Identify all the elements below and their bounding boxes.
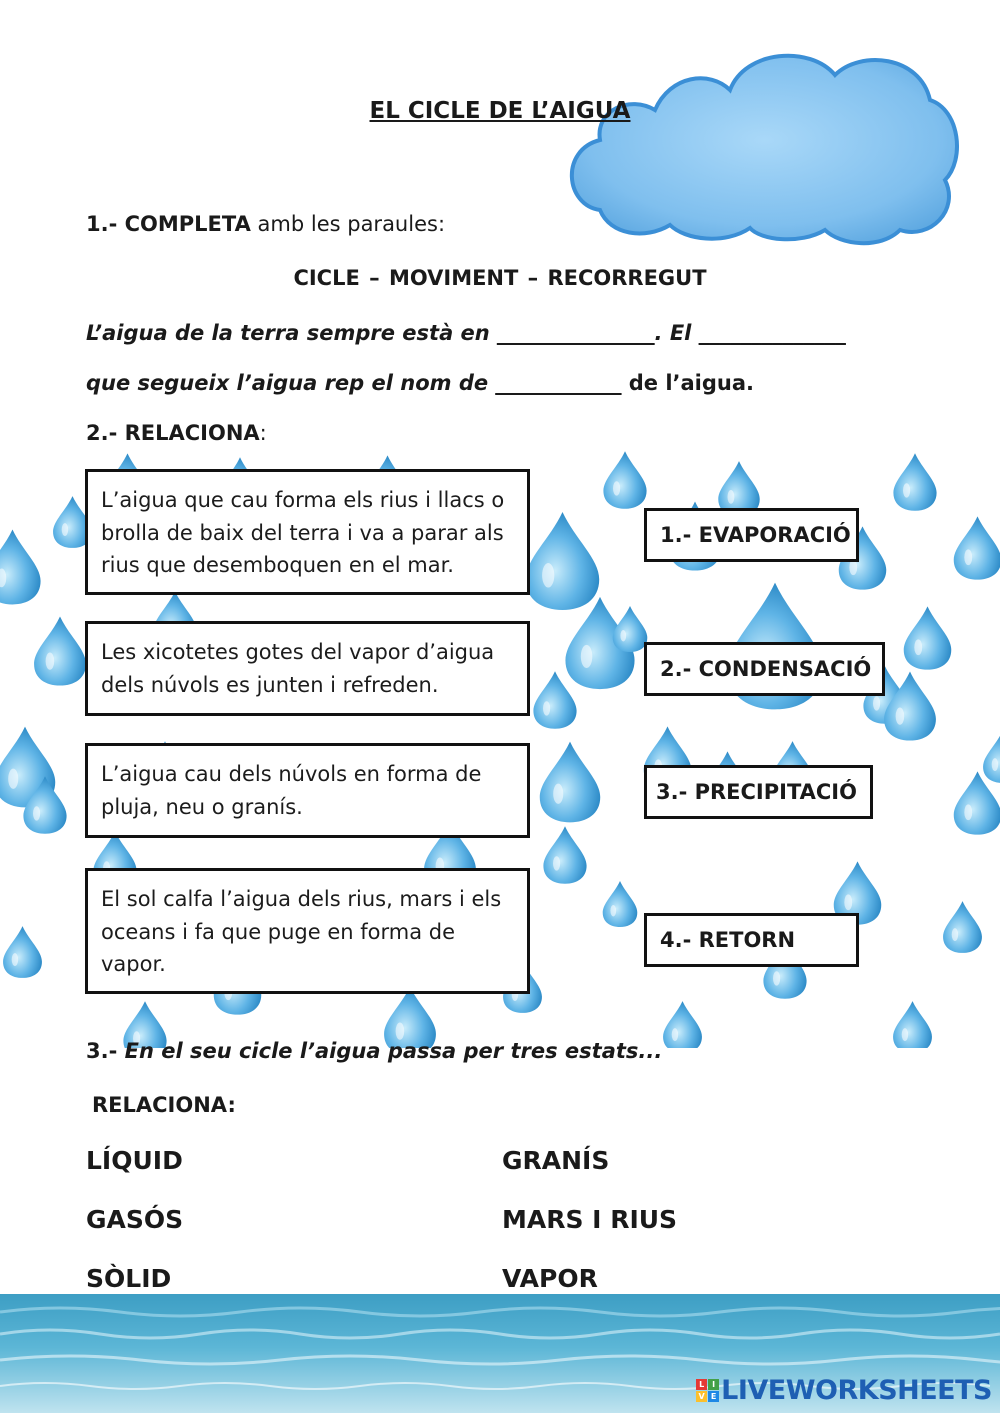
- cloud-icon: [560, 40, 965, 250]
- exercise-3-heading: [86, 1039, 662, 1063]
- word-bank: CICLE – MOVIMENT – RECORREGUT: [293, 266, 707, 290]
- exercise-1-heading: [86, 212, 445, 236]
- watermark-text: LIVEWORKSHEETS: [721, 1375, 992, 1406]
- exercise-2-heading: [86, 421, 267, 445]
- label-condensacio[interactable]: 2.- CONDENSACIÓ: [644, 642, 885, 696]
- water-drop-icon: [0, 528, 45, 606]
- water-drop-icon: [535, 740, 605, 824]
- label-retorn[interactable]: 4.- RETORN: [644, 913, 859, 967]
- label-evaporacio[interactable]: 1.- EVAPORACIÓ: [644, 508, 859, 562]
- exercise-1-number: 1.-: [86, 212, 125, 236]
- description-box-4[interactable]: El sol calfa l’aigua dels rius, mars i els oceans i fa que puge en forma de vapor.: [85, 868, 530, 994]
- example-seas-rivers[interactable]: MARS I RIUS: [502, 1205, 678, 1234]
- description-box-3[interactable]: L’aigua cau dels núvols en forma de pluja, neu o granís.: [85, 743, 530, 838]
- state-gas[interactable]: GASÓS: [86, 1205, 184, 1234]
- water-drop-icon: [890, 452, 940, 512]
- water-drop-icon: [20, 775, 70, 835]
- fill-sentence-line-2-italic: que segueix l’aigua rep el nom de ____________: [86, 371, 622, 395]
- label-precipitacio[interactable]: 3.- PRECIPITACIÓ: [644, 765, 873, 819]
- example-hail[interactable]: GRANÍS: [502, 1146, 610, 1175]
- water-drop-icon: [950, 515, 1000, 581]
- fill-sentence-line-2: [86, 371, 754, 395]
- water-drop-icon: [30, 615, 90, 687]
- water-drop-icon: [540, 825, 590, 885]
- logo-letter-v: V: [696, 1391, 707, 1402]
- liveworksheets-logo-icon: [696, 1379, 719, 1402]
- exercise-3-text: En el seu cicle l’aigua passa per tres estats...: [124, 1039, 663, 1063]
- water-drop-icon: [660, 1000, 705, 1048]
- logo-letter-i: I: [708, 1379, 719, 1390]
- fill-sentence-line-1: L’aigua de la terra sempre està en _______________. El ______________: [86, 321, 846, 345]
- page-title: EL CICLE DE L’AIGUA: [369, 98, 631, 124]
- state-solid[interactable]: SÒLID: [86, 1264, 172, 1293]
- logo-letter-e: E: [708, 1391, 719, 1402]
- watermark: [696, 1375, 992, 1406]
- exercise-2-title: 2.- RELACIONA: [86, 421, 260, 445]
- water-drop-icon: [0, 925, 45, 979]
- water-drop-icon: [900, 605, 955, 671]
- exercise-3-number: 3.-: [86, 1039, 125, 1063]
- exercise-2-colon: :: [259, 421, 267, 445]
- state-liquid[interactable]: LÍQUID: [86, 1146, 183, 1175]
- water-drop-icon: [530, 670, 580, 730]
- exercise-1-instruction: amb les paraules:: [250, 212, 446, 236]
- water-drop-icon: [890, 1000, 935, 1048]
- water-drop-icon: [940, 900, 985, 954]
- exercise-1-keyword: COMPLETA: [124, 212, 251, 236]
- example-vapor[interactable]: VAPOR: [502, 1264, 598, 1293]
- description-box-1[interactable]: L’aigua que cau forma els rius i llacs o brolla de baix del terra i va a parar als rius que desemboquen en el mar.: [85, 469, 530, 595]
- exercise-3-subheading: RELACIONA:: [92, 1093, 236, 1117]
- description-box-2[interactable]: Les xicotetes gotes del vapor d’aigua dels núvols es junten i refreden.: [85, 621, 530, 716]
- fill-sentence-line-2-end: de l’aigua.: [621, 371, 754, 395]
- water-drop-icon: [600, 880, 640, 928]
- water-drop-icon: [950, 770, 1000, 836]
- water-drop-icon: [600, 450, 650, 510]
- logo-letter-l: L: [696, 1379, 707, 1390]
- water-drop-icon: [880, 670, 940, 742]
